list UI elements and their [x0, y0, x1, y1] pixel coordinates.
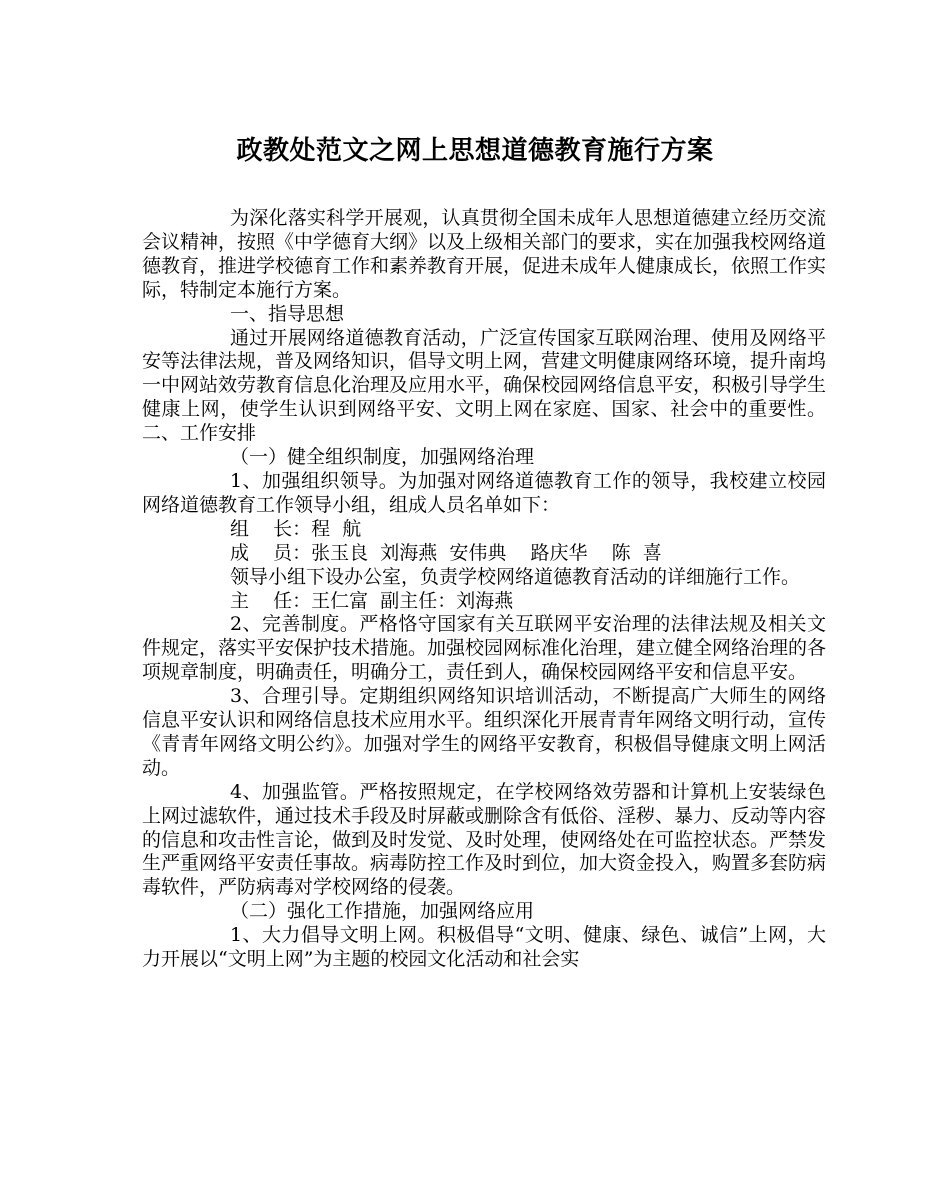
paragraph-improve-system: 2、完善制度。严格恪守国家有关互联网平安治理的法律法规及相关文件规定，落实平安保护技术措施。加强校园网标准化治理，建立健全网络治理的各项规章制度，明确责任，明确分工，责任到人，确保校园网络平安和信息平安。	[142, 613, 827, 684]
paragraph-intro: 为深化落实科学开展观，认真贯彻全国未成年人思想道德建立经历交流会议精神，按照《中学德育大纲》以及上级相关部门的要求，实在加强我校网络道德教育，推进学校德育工作和素养教育开展，促进未成年人健康成长，依照工作实际，特制定本施行方案。	[142, 207, 827, 301]
paragraph-guidance: 3、合理引导。定期组织网络知识培训活动，不断提高广大师生的网络信息平安认识和网络信息技术应用水平。组织深化开展青青年网络文明行动，宣传《青青年网络文明公约》。加强对学生的网络平安教育，积极倡导健康文明上网活动。	[142, 685, 827, 779]
document-body	[142, 207, 826, 972]
subheading-measures: （二）强化工作措施，加强网络应用	[230, 900, 535, 923]
paragraph-guiding-thought: 通过开展网络道德教育活动，广泛宣传国家互联网治理、使用及网络平安等法律法规，普及网络知识，倡导文明上网，营建文明健康网络环境，提升南坞一中网站效劳教育信息化治理及应用水平，确保校园网络信息平安，积极引导学生健康上网，使学生认识到网络平安、文明上网在家庭、国家、社会中的重要性。 二、工作安排	[142, 326, 827, 445]
team-members-line: 成 员：张玉良 刘海燕 安伟典 路庆华 陈 喜	[230, 541, 662, 564]
paragraph-office: 领导小组下设办公室，负责学校网络道德教育活动的详细施行工作。	[230, 565, 801, 588]
paragraph-civilized-internet: 1、大力倡导文明上网。积极倡导“文明、健康、绿色、诚信”上网，大力开展以“文明上网”为主题的校园文化活动和社会实	[142, 924, 826, 971]
document-title: 政教处范文之网上思想道德教育施行方案	[236, 136, 714, 166]
paragraph-leadership: 1、加强组织领导。为加强对网络道德教育工作的领导，我校建立校园网络道德教育工作领导小组，组成人员名单如下：	[142, 469, 826, 516]
heading-guiding-thought: 一、指导思想	[230, 302, 345, 325]
subheading-organization: （一）健全组织制度，加强网络治理	[230, 446, 535, 469]
paragraph-supervision: 4、加强监管。严格按照规定，在学校网络效劳器和计算机上安装绿色上网过滤软件，通过技术手段及时屏蔽或删除含有低俗、淫秽、暴力、反动等内容的信息和攻击性言论，做到及时发觉、及时处理，使网络处在可监控状态。严禁发生严重网络平安责任事故。病毒防控工作及时到位，加大资金投入，购置多套防病毒软件，严防病毒对学校网络的侵袭。	[142, 780, 827, 899]
team-leader-line: 组 长：程 航	[230, 517, 362, 540]
office-director-line: 主 任：王仁富 副主任：刘海燕	[230, 589, 514, 612]
